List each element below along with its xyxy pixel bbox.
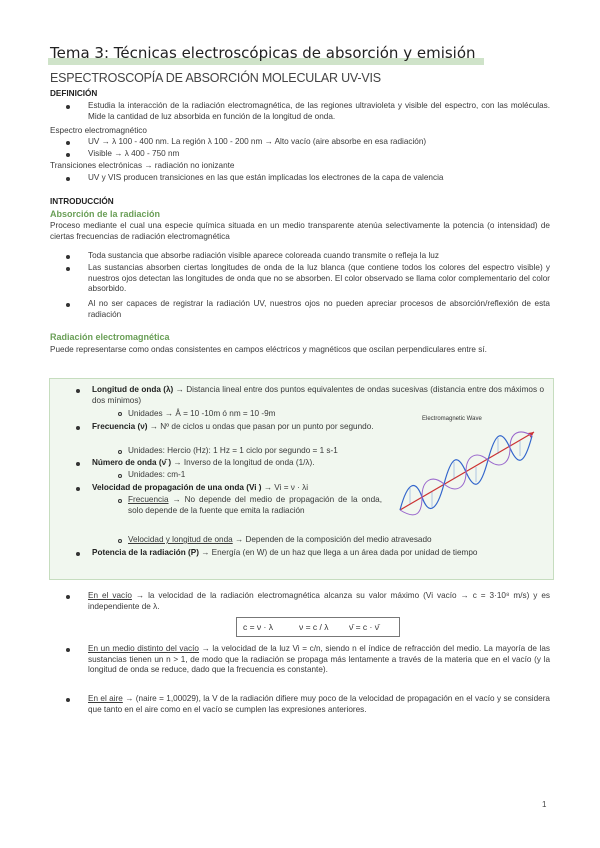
section-subtitle: ESPECTROSCOPÍA DE ABSORCIÓN MOLECULAR UV-VIS: [50, 71, 381, 85]
radiacion-text: Puede representarse como ondas consistentes en campos eléctricos y magnéticos que oscilan perpendiculares entre sí.: [50, 345, 487, 354]
medio-text: → la velocidad de la luz Vi = c/n, siendo n el índice de refracción del medio. La mayoría de las sustancias tienen un n > 1, de modo que la radiación se propaga más lentamente a través de la materia que en el vacío (y la longitud de onda se reduce, dado que la frecuencia es constante).: [88, 644, 550, 674]
bullet: [66, 648, 70, 652]
absorcion-text: Proceso mediante el cual una especie química situada en un medio transparente atenúa selectivamente la potencia (o intensidad) de ciertas frecuencias de radiación electromagnética: [50, 221, 550, 241]
introduccion-heading: INTRODUCCIÓN: [50, 197, 114, 206]
bullet: [66, 595, 70, 599]
definicion-bullet: Estudia la interacción de la radiación electromagnética, de las regiones ultravioleta y visible del espectro, con las moléculas. Mide la cantidad de luz absorbida en función de la longitud de onda.: [88, 101, 550, 121]
absorcion-heading: Absorción de la radiación: [50, 209, 161, 219]
velocidad-sub-2-def: → Dependen de la composición del medio atravesado: [232, 535, 432, 544]
frecuencia-units: Unidades: Hercio (Hz): 1 Hz = 1 ciclo por segundo = 1 s-1: [128, 446, 338, 455]
field-vectors: [410, 438, 520, 508]
bullet: [76, 426, 80, 430]
radiacion-heading: Radiación electromagnética: [50, 332, 170, 342]
bullet: [66, 153, 70, 157]
velocidad-def: → Vi = ν · λi: [261, 483, 309, 492]
sub-bullet: [118, 450, 122, 454]
longitud-onda: [92, 385, 544, 406]
longitud-onda-term: Longitud de onda (λ): [92, 385, 174, 394]
propagation-axis: [400, 432, 534, 510]
potencia-def: → Energía (en W) de un haz que llega a un área dada por unidad de tiempo: [198, 548, 478, 557]
page-number: 1: [542, 800, 547, 809]
espectro-label: Espectro electromagnético: [50, 126, 147, 135]
frecuencia: [92, 422, 408, 433]
definicion-heading: DEFINICIÓN: [50, 89, 98, 98]
velocidad-sub-2: [128, 535, 432, 546]
sub-bullet: [118, 474, 122, 478]
formula-1: c = ν · λ: [243, 622, 273, 632]
formula-3: ν̄ = c · ν̄: [349, 622, 379, 632]
velocidad-term: Velocidad de propagación de una onda (Vi ): [92, 483, 262, 492]
absorcion-bullet-3: Al no ser capaces de registrar la radiación UV, nuestros ojos no pueden apreciar procesos de absorción/reflexión de esta radiación: [88, 299, 550, 319]
bullet: [66, 255, 70, 259]
bullet: [66, 141, 70, 145]
velocidad: [92, 483, 308, 494]
bullet: [76, 462, 80, 466]
bullet: [66, 698, 70, 702]
page-title: Tema 3: Técnicas electroscópicas de absorción y emisión: [50, 44, 476, 62]
longitud-onda-def: → Distancia lineal entre dos puntos equivalentes de ondas sucesivas (distancia entre dos máximos o dos mínimos): [92, 385, 545, 405]
visible-range: Visible → λ 400 - 750 nm: [88, 149, 180, 158]
numero-onda-def: → Inverso de la longitud de onda (1/λ).: [171, 458, 315, 467]
frecuencia-def: → Nº de ciclos u ondas que pasan por un punto por segundo.: [147, 422, 374, 431]
velocidad-longitud-link: Velocidad y longitud de onda: [128, 535, 233, 544]
sub-bullet: [118, 412, 122, 416]
frecuencia-link: Frecuencia: [128, 495, 169, 504]
bullet: [66, 303, 70, 307]
bullet: [66, 105, 70, 109]
velocidad-sub-1: [128, 495, 382, 516]
bullet: [76, 552, 80, 556]
medio-term: En un medio distinto del vacío: [88, 644, 199, 653]
aire-term: En el aire: [88, 694, 123, 703]
sub-bullet: [118, 499, 122, 503]
sub-bullet: [118, 539, 122, 543]
uv-range: UV → λ 100 - 400 nm. La región λ 100 - 200 nm → Alto vacío (aire absorbe en esa radiación): [88, 137, 427, 146]
medio-paragraph: [88, 644, 550, 676]
numero-onda: [92, 458, 315, 469]
bullet: [76, 487, 80, 491]
bullet: [66, 177, 70, 181]
aire-paragraph: [88, 694, 550, 715]
velocidad-sub-1-def: → No depende del medio de propagación de la onda, solo depende de la fuente que emita la radiación: [128, 495, 382, 515]
transiciones-label: Transiciones electrónicas → radiación no ionizante: [50, 161, 235, 170]
absorcion-bullet-1: Toda sustancia que absorbe radiación visible aparece coloreada cuando transmite o refleja la luz: [88, 251, 439, 260]
numero-onda-term: Número de onda (ν̄ ): [92, 458, 172, 467]
aire-text: → (naire = 1,00029), la V de la radiación difiere muy poco de la velocidad de propagación en el vacío y se considera que tanto en el aire como en el vacío se cumplen las expresiones anteriores.: [88, 694, 550, 714]
numero-units: Unidades: cm-1: [128, 470, 186, 479]
formula-2: ν = c / λ: [299, 622, 329, 632]
vacio-term: En el vacío: [88, 591, 132, 600]
bullet: [76, 389, 80, 393]
bullet: [66, 267, 70, 271]
formula-box: [236, 617, 400, 637]
vacio-text: → la velocidad de la radiación electromagnética alcanza su valor máximo (Vi vacío → c = 3·10⁸ m/s) y es independiente de λ.: [88, 591, 550, 611]
vacio-paragraph: [88, 591, 550, 612]
electromagnetic-wave-figure: [392, 410, 542, 528]
potencia: [92, 548, 544, 559]
frecuencia-term: Frecuencia (ν): [92, 422, 148, 431]
absorcion-bullet-2: Las sustancias absorben ciertas longitudes de onda de la luz blanca (que contiene todos los colores del espectro visible) y nuestros ojos detectan las longitudes de onda que no se absorben. El color observado se llama color complementario del color absorbido.: [88, 263, 550, 293]
potencia-term: Potencia de la radiación (P): [92, 548, 199, 557]
transiciones-bullet: UV y VIS producen transiciones en las que están implicadas los electrones de la capa de valencia: [88, 173, 444, 182]
longitud-units: Unidades → Å = 10 -10m ó nm = 10 -9m: [128, 409, 276, 418]
figure-label: Electromagnetic Wave: [422, 416, 482, 422]
